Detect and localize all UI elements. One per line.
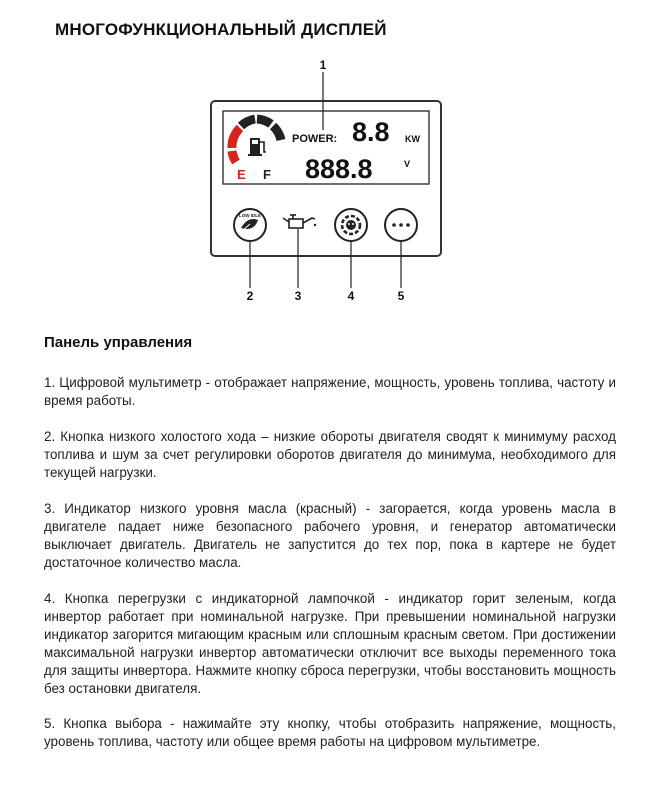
paragraph-overload: 4. Кнопка перегрузки с индикаторной лампочкой - индикатор горит зеленым, когда инвертор работает при номинальной нагрузке. При превышении номинальной нагрузки индикатор загорится мигающим красным или сплошным красным светом. При достижении максимальной нагрузки инвертор автоматически отключит все выходы переменного тока для защиты инвертора. Нажмите кнопку сброса перегрузки, чтобы восстановить мощность без остановки двигателя.: [44, 591, 616, 696]
display-diagram: [0, 0, 654, 320]
callout-2: 2: [246, 289, 254, 303]
select-button[interactable]: [385, 209, 417, 241]
low-idle-button[interactable]: [234, 209, 266, 241]
fuel-empty-label: E: [237, 167, 246, 182]
paragraph-low-idle: 2. Кнопка низкого холостого хода – низкие обороты двигателя сводят к минимуму расход топлива и шум за счет регулировки оборотов двигателя до минимума, необходимого для текущей нагрузки.: [44, 429, 616, 480]
paragraph-multimeter: 1. Цифровой мультиметр - отображает напряжение, мощность, уровень топлива, частоту и время работы.: [44, 375, 616, 408]
paragraph-select: 5. Кнопка выбора - нажимайте эту кнопку, чтобы отобразить напряжение, мощность, уровень топлива, частоту или общее время работы на цифровом мультиметре.: [44, 716, 616, 749]
fuel-pump-icon: [248, 138, 266, 156]
callout-4: 4: [347, 289, 355, 303]
callout-5: 5: [397, 289, 405, 303]
fuel-gauge: [232, 119, 281, 162]
power-label: POWER:: [292, 133, 338, 145]
power-value: 8.8: [352, 117, 390, 147]
callout-3: 3: [294, 289, 302, 303]
low-idle-label: LOW IDLE: [239, 213, 261, 218]
fuel-full-label: F: [263, 167, 271, 182]
section-heading: Панель управления: [44, 334, 193, 351]
callout-1: 1: [319, 58, 327, 72]
oil-can-icon: [283, 215, 316, 228]
power-unit: KW: [405, 134, 420, 144]
voltage-value: 888.8: [305, 154, 373, 184]
page-title: МНОГОФУНКЦИОНАЛЬНЫЙ ДИСПЛЕЙ: [55, 20, 387, 39]
paragraph-oil-indicator: 3. Индикатор низкого уровня масла (красный) - загорается, когда уровень масла в двигателе падает ниже безопасного рабочего уровня, и генератор автоматически выключает двигатель. Двигатель не запустится до тех пор, пока в картере не будет достаточное количество масла.: [44, 501, 616, 570]
voltage-unit: V: [404, 159, 411, 169]
overload-reset-button[interactable]: [335, 209, 367, 241]
